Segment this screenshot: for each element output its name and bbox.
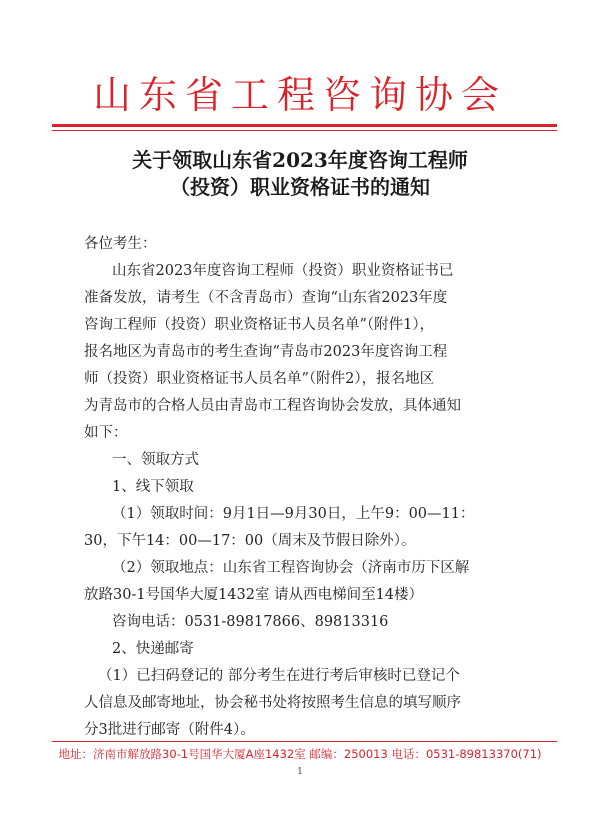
paragraph-line: 山东省2023年度咨询工程师（投资）职业资格证书已 [112, 263, 454, 279]
salutation: 各位考生： [84, 236, 157, 252]
subsection-heading: 1、线下领取 [112, 479, 194, 495]
paragraph-line: 咨询工程师（投资）职业资格证书人员名单”（附件1）， [84, 317, 435, 333]
mail-line: 分3批进行邮寄（附件4）。 [84, 722, 255, 738]
paragraph-line: 师（投资）职业资格证书人员名单”（附件2），报名地区 [84, 371, 435, 387]
header-rule-thick [52, 124, 557, 127]
title-line-1: 关于领取山东省2023年度咨询工程师 [132, 148, 468, 172]
footer-contact: 地址：济南市解放路30-1号国华大厦A座1432室 邮编：250013 电话：0531-89813370(71) [58, 747, 542, 761]
pickup-time-line: 30，下午14：00—17：00（周末及节假日除外）。 [84, 533, 416, 549]
document-title [0, 147, 600, 201]
header-rule-thin [52, 130, 557, 131]
section-heading: 一、领取方式 [112, 452, 199, 468]
paragraph-line: 准备发放，请考生（不含青岛市）查询“山东省2023年度 [84, 290, 448, 306]
organization-header: 山东省工程咨询协会 [92, 73, 507, 117]
paragraph-line: 为青岛市的合格人员由青岛市工程咨询协会发放，具体通知 [84, 398, 461, 414]
title-line-2: （投资）职业资格证书的通知 [170, 175, 430, 199]
paragraph-line: 报名地区为青岛市的考生查询“青岛市2023年度咨询工程 [84, 344, 448, 360]
pickup-time-line: （1）领取时间：9月1日—9月30日，上午9：00—11： [112, 506, 475, 522]
subsection-heading: 2、快递邮寄 [112, 641, 194, 657]
mail-line: （1）已扫码登记的 部分考生在进行考后审核时已登记个 [98, 668, 460, 684]
pickup-place-line: 放路30-1号国华大厦1432室 请从西电梯间至14楼） [84, 587, 424, 603]
paragraph-line: 如下： [84, 425, 128, 441]
page-number: 1 [297, 767, 303, 777]
phone-line: 咨询电话：0531-89817866、89813316 [112, 614, 389, 630]
mail-line: 人信息及邮寄地址，协会秘书处将按照考生信息的填写顺序 [84, 695, 461, 711]
pickup-place-line: （2）领取地点：山东省工程咨询协会（济南市历下区解 [112, 560, 470, 576]
footer-rule [52, 741, 557, 742]
